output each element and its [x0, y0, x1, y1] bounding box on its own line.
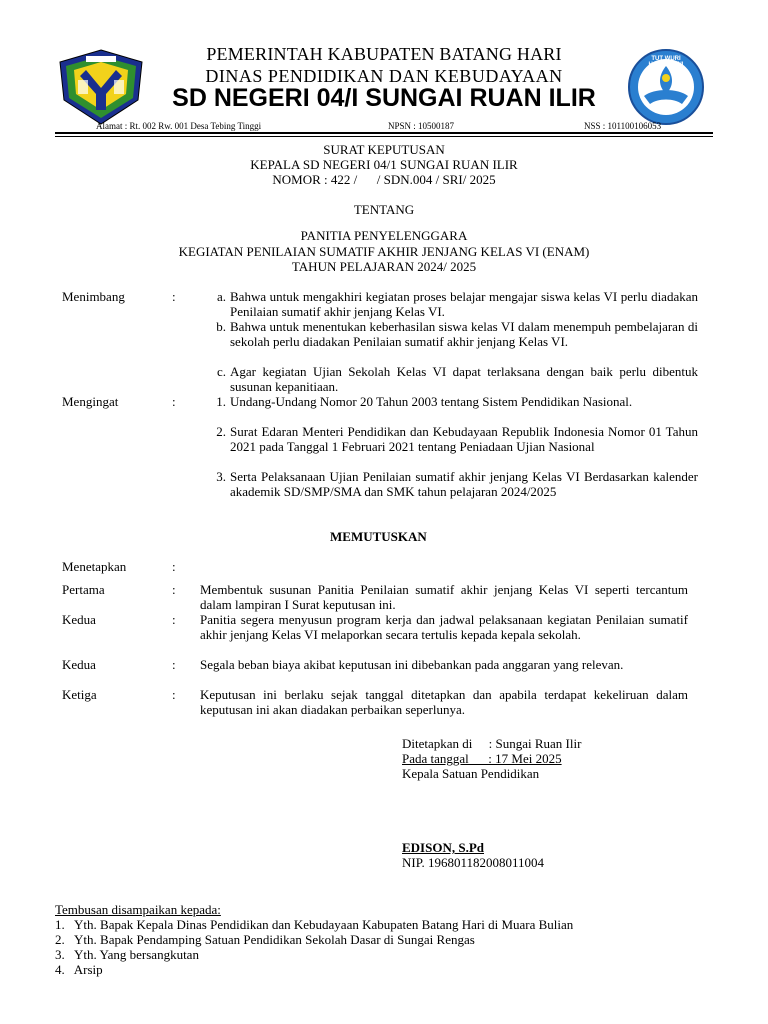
header-npsn: NPSN : 10500187 [388, 121, 455, 131]
item-number: 2. [216, 424, 226, 439]
header-department: DINAS PENDIDIKAN DAN KEBUDAYAAN [205, 66, 563, 86]
keputusan-colon: : [172, 582, 176, 597]
keputusan-label: Kedua [62, 657, 96, 672]
sign-name: EDISON, S.Pd [402, 840, 484, 855]
header-nss: NSS : 101100106053 [584, 121, 662, 131]
keputusan-text: Panitia segera menyusun program kerja dan jadwal pelaksanaan kegiatan Penilaian sumatif akhir jenjang Kelas VI melaporkan secara tertulis kepada kepala sekolah. [200, 612, 688, 642]
sign-nip: NIP. 196801182008011004 [402, 855, 545, 870]
doc-issuer: KEPALA SD NEGERI 04/1 SUNGAI RUAN ILIR [250, 157, 518, 172]
item-number: 1. [216, 394, 226, 409]
header-rule-thick [55, 132, 713, 134]
menimbang-colon: : [172, 289, 176, 304]
tembusan-title: Tembusan disampaikan kepada: [55, 902, 221, 917]
menimbang-label: Menimbang [62, 289, 125, 304]
item-number: b. [216, 319, 226, 334]
tembusan-item: 3. Yth. Yang bersangkutan [55, 947, 199, 962]
keputusan-text: Keputusan ini berlaku sejak tanggal ditetapkan dan apabila terdapat kekeliruan dalam keputusan ini akan diadakan perbaikan seperlunya. [200, 687, 688, 717]
doc-subject-3: TAHUN PELAJARAN 2024/ 2025 [291, 259, 477, 274]
item-text: Bahwa untuk menentukan keberhasilan siswa kelas VI dalam menempuh pembelajaran di sekolah perlu diadakan Penilaian sumatif akhir jenjang Kelas VI. [230, 319, 698, 349]
keputusan-label: Ketiga [62, 687, 97, 702]
keputusan-label: Pertama [62, 582, 105, 597]
item-text: Surat Edaran Menteri Pendidikan dan Kebudayaan Republik Indonesia Nomor 01 Tahun 2021 pada Tanggal 1 Februari 2021 tentang Peniadaan Ujian Nasional [230, 424, 698, 454]
keputusan-text: Membentuk susunan Panitia Penilaian sumatif akhir jenjang Kelas VI seperti tercantum dalam lampiran I Surat keputusan ini. [200, 582, 688, 612]
doc-number: NOMOR : 422 / / SDN.004 / SRI/ 2025 [272, 172, 496, 187]
tembusan-item: 1. Yth. Bapak Kepala Dinas Pendidikan dan Kebudayaan Kabupaten Batang Hari di Muara Bulian [55, 917, 574, 932]
regency-logo [56, 48, 146, 126]
keputusan-colon: : [172, 687, 176, 702]
item-number: c. [216, 364, 226, 379]
item-text: Bahwa untuk mengakhiri kegiatan proses belajar mengajar siswa kelas VI perlu diadakan Penilaian sumatif akhir jenjang Kelas VI. [230, 289, 698, 319]
doc-tentang: TENTANG [353, 202, 415, 217]
item-text: Serta Pelaksanaan Ujian Penilaian sumatif akhir jenjang Kelas VI Berdasarkan kalender akademik SD/SMP/SMA dan SMK tahun pelajaran 2024/2025 [230, 469, 698, 499]
item-text: Undang-Undang Nomor 20 Tahun 2003 tentang Sistem Pendidikan Nasional. [230, 394, 633, 409]
right-logo-text: TUT WURI HANDAYANI [648, 56, 684, 68]
tembusan-item: 2. Yth. Bapak Pendamping Satuan Pendidikan Sekolah Dasar di Sungai Rengas [55, 932, 475, 947]
header-address: Alamat : Rt. 002 Rw. 001 Desa Tebing Tinggi [96, 121, 262, 131]
sign-place: Ditetapkan di : Sungai Ruan Ilir [402, 736, 582, 751]
header-school-name: SD NEGERI 04/I SUNGAI RUAN ILIR [172, 84, 596, 112]
doc-subject-1: PANITIA PENYELENGGARA [300, 228, 468, 243]
keputusan-label: Kedua [62, 612, 96, 627]
item-number: a. [216, 289, 226, 304]
header-government: PEMERINTAH KABUPATEN BATANG HARI [206, 44, 562, 64]
item-number: 3. [216, 469, 226, 484]
sign-position: Kepala Satuan Pendidikan [402, 766, 540, 781]
keputusan-label: Menetapkan [62, 559, 127, 574]
doc-title: SURAT KEPUTUSAN [323, 142, 445, 157]
sign-date: Pada tanggal : 17 Mei 2025 [402, 751, 562, 766]
mengingat-colon: : [172, 394, 176, 409]
memutuskan-heading: MEMUTUSKAN [330, 529, 427, 544]
keputusan-colon: : [172, 559, 176, 574]
header-rule-thin [55, 136, 713, 137]
mengingat-label: Mengingat [62, 394, 119, 409]
keputusan-colon: : [172, 612, 176, 627]
keputusan-colon: : [172, 657, 176, 672]
doc-subject-2: KEGIATAN PENILAIAN SUMATIF AKHIR JENJANG KELAS VI (ENAM) [178, 244, 590, 259]
keputusan-text: Segala beban biaya akibat keputusan ini dibebankan pada anggaran yang relevan. [200, 657, 624, 672]
item-text: Agar kegiatan Ujian Sekolah Kelas VI dapat terlaksana dengan baik perlu dibentuk susunan kepanitiaan. [230, 364, 698, 394]
tembusan-item: 4. Arsip [55, 962, 103, 977]
